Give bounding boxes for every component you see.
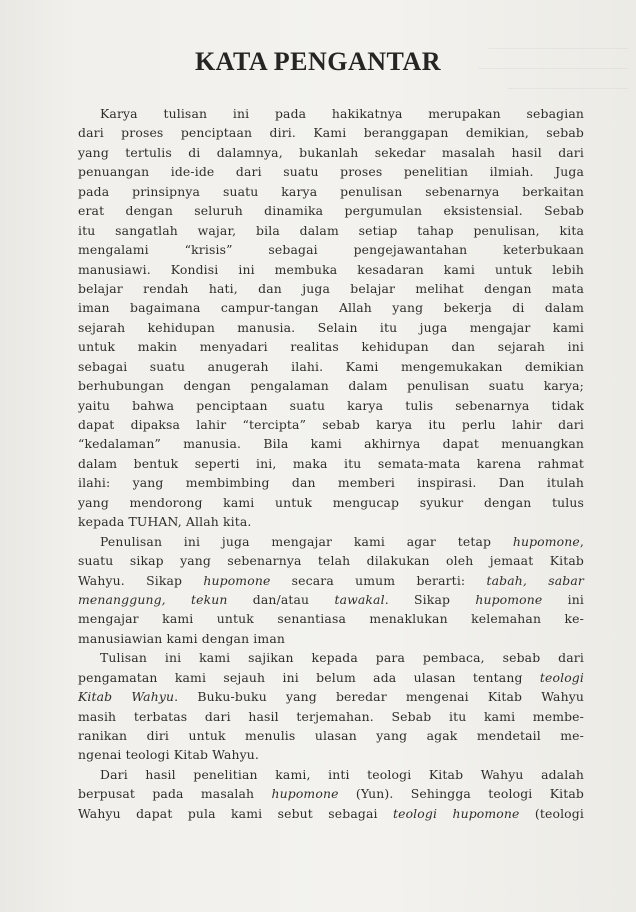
text-line: sejarah kehidupan manusia. Selain itu juga mengajar kami — [78, 319, 584, 335]
italic-term: tabah, sabar — [486, 572, 584, 588]
text-line: ranikan diri untuk menulis ulasan yang agak mendetail me- — [78, 728, 584, 743]
italic-term: menanggung, tekun — [78, 591, 228, 607]
text-line: ilahi: yang membimbing dan memberi inspirasi. Dan itulah — [78, 475, 584, 491]
text-line: ngenai teologi Kitab Wahyu. — [78, 747, 259, 763]
text-line: dapat dipaksa lahir “tercipta” sebab karya itu perlu lahir dari — [78, 417, 584, 432]
text-line: berhubungan dengan pengalaman dalam penulisan suatu karya; — [78, 378, 584, 394]
text-line: sebagai suatu anugerah ilahi. Kami mengemukakan demikian — [78, 358, 584, 374]
text-line: pengamatan kami sejauh ini belum ada ulasan tentang teologi — [78, 669, 584, 685]
text-line: Dari hasil penelitian kami, inti teologi Kitab Wahyu adalah — [100, 766, 584, 782]
text-line: untuk makin menyadari realitas kehidupan dan sejarah ini — [78, 339, 584, 355]
page-title: KATA PENGANTAR — [194, 47, 442, 77]
text-line: dalam bentuk seperti ini, maka itu semata-mata karena rahmat — [78, 455, 584, 471]
italic-term: hupomone — [271, 786, 339, 802]
text-line: mengalami “krisis” sebagai pengejawantahan keterbukaan — [78, 242, 584, 258]
text-line: Kitab Wahyu. Buku-buku yang beredar mengenai Kitab Wahyu — [78, 689, 584, 705]
italic-term: teologi — [539, 669, 584, 685]
text-line: Penulisan ini juga mengajar kami agar tetap hupomone, — [100, 533, 584, 549]
text-line: yang mendorong kami untuk mengucap syukur dengan tulus — [78, 494, 584, 510]
italic-term: Kitab Wahyu — [78, 689, 175, 705]
body-text — [78, 104, 584, 823]
italic-term: hupomone — [475, 591, 543, 607]
text-line: Tulisan ini kami sajikan kepada para pembaca, sebab dari — [100, 650, 584, 666]
text-line: kepada TUHAN, Allah kita. — [78, 514, 252, 530]
text-line: Wahyu dapat pula kami sebut sebagai teologi hupomone (teologi — [78, 805, 584, 821]
text-line: dari proses penciptaan diri. Kami beranggapan demikian, sebab — [78, 125, 584, 141]
bleed-through-mark — [508, 78, 628, 89]
text-line: penuangan ide-ide dari suatu proses penelitian ilmiah. Juga — [78, 164, 584, 180]
text-line: Karya tulisan ini pada hakikatnya merupakan sebagian — [100, 106, 584, 121]
text-line: berpusat pada masalah hupomone (Yun). Sehingga teologi Kitab — [78, 786, 584, 802]
text-line: “kedalaman” manusia. Bila kami akhirnya dapat menuangkan — [78, 436, 584, 452]
text-line: yaitu bahwa penciptaan suatu karya tulis sebenarnya tidak — [78, 397, 584, 413]
text-line: manusiawi. Kondisi ini membuka kesadaran kami untuk lebih — [78, 261, 584, 277]
text-line: mengajar kami untuk senantiasa menaklukan kelemahan ke- — [78, 611, 584, 627]
text-line: menanggung, tekun dan/atau tawakal. Sikap hupomone ini — [78, 591, 584, 607]
text-line: masih terbatas dari hasil terjemahan. Sebab itu kami membe- — [78, 708, 584, 724]
italic-term: hupomone — [203, 572, 271, 588]
italic-term: tawakal — [334, 591, 385, 607]
italic-term: teologi hupomone — [392, 805, 520, 821]
text-line: yang tertulis di dalamnya, bukanlah sekedar masalah hasil dari — [78, 144, 584, 160]
italic-term: hupomone — [512, 533, 580, 549]
text-line: itu sangatlah wajar, bila dalam setiap tahap penulisan, kita — [78, 222, 584, 238]
text-line: Wahyu. Sikap hupomone secara umum berarti: tabah, sabar — [78, 572, 584, 588]
text-line: pada prinsipnya suatu karya penulisan sebenarnya berkaitan — [78, 183, 584, 199]
text-line: iman bagaimana campur-tangan Allah yang bekerja di dalam — [78, 300, 584, 316]
text-line: suatu sikap yang sebenarnya telah dilakukan oleh jemaat Kitab — [78, 553, 584, 569]
text-line: belajar rendah hati, dan juga belajar melihat dengan mata — [78, 280, 584, 296]
text-line: manusiawian kami dengan iman — [78, 630, 285, 646]
text-line: erat dengan seluruh dinamika pergumulan eksistensial. Sebab — [78, 203, 584, 219]
